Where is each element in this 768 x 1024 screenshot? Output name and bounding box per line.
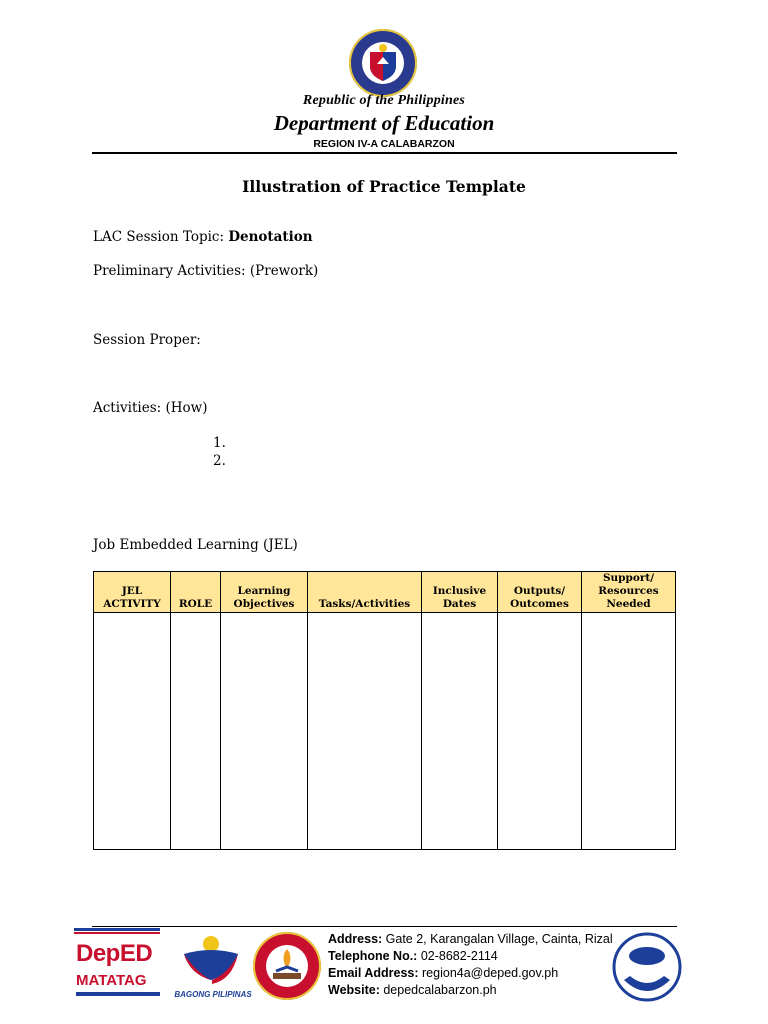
tuv-nord-iso-logo-icon bbox=[612, 932, 682, 1002]
header-support-resources: Support/ Resources Needed bbox=[582, 572, 676, 613]
table-cell[interactable] bbox=[498, 613, 582, 850]
region-text: REGION IV-A CALABARZON bbox=[313, 138, 455, 150]
bagong-pilipinas-text: BAGONG PILIPINAS bbox=[174, 990, 252, 999]
department-title: Department of Education bbox=[273, 111, 495, 135]
table-cell[interactable] bbox=[171, 613, 221, 850]
header-role: ROLE bbox=[171, 572, 221, 613]
topic-label: LAC Session Topic: bbox=[93, 229, 229, 245]
table-cell[interactable] bbox=[582, 613, 676, 850]
footer-divider bbox=[92, 926, 677, 927]
document-title: Illustration of Practice Template bbox=[242, 177, 526, 196]
activities-list bbox=[213, 434, 226, 470]
website-line[interactable]: Website: depedcalabarzon.ph bbox=[328, 983, 497, 997]
table-cell[interactable] bbox=[308, 613, 422, 850]
address-line: Address: Gate 2, Karangalan Village, Cainta, Rizal bbox=[328, 932, 613, 946]
header-inclusive-dates: Inclusive Dates bbox=[422, 572, 498, 613]
header-jel-activity: JEL ACTIVITY bbox=[94, 572, 171, 613]
jel-table bbox=[93, 571, 676, 850]
header-divider bbox=[92, 152, 677, 154]
table-cell[interactable] bbox=[94, 613, 171, 850]
table-cell[interactable] bbox=[422, 613, 498, 850]
telephone-line: Telephone No.: 02-8682-2114 bbox=[328, 949, 498, 963]
session-proper: Session Proper: bbox=[93, 332, 201, 348]
activities-heading: Activities: (How) bbox=[93, 400, 208, 416]
jel-heading: Job Embedded Learning (JEL) bbox=[93, 537, 298, 553]
preliminary-activities: Preliminary Activities: (Prework) bbox=[93, 263, 319, 279]
header-outputs-outcomes: Outputs/ Outcomes bbox=[498, 572, 582, 613]
email-line[interactable]: Email Address: region4a@deped.gov.ph bbox=[328, 966, 559, 980]
list-item: 2. bbox=[213, 453, 226, 469]
table-cell[interactable] bbox=[221, 613, 308, 850]
deped-logo-text: DepED bbox=[76, 940, 153, 967]
table-header-row bbox=[94, 572, 676, 613]
topic-line bbox=[93, 229, 313, 245]
bagong-pilipinas-logo-icon bbox=[176, 932, 246, 994]
deped-seal-icon bbox=[348, 28, 418, 98]
deped-matatag-logo bbox=[72, 928, 162, 1003]
contact-block bbox=[328, 931, 613, 999]
matatag-text: MATATAG bbox=[76, 972, 147, 989]
republic-text: Republic of the Philippines bbox=[302, 93, 466, 108]
table-row bbox=[94, 613, 676, 850]
region-seal-icon bbox=[252, 931, 322, 1001]
topic-value: Denotation bbox=[228, 229, 313, 245]
list-item: 1. bbox=[213, 435, 226, 451]
header-learning-objectives: Learning Objectives bbox=[221, 572, 308, 613]
header-tasks-activities: Tasks/Activities bbox=[308, 572, 422, 613]
